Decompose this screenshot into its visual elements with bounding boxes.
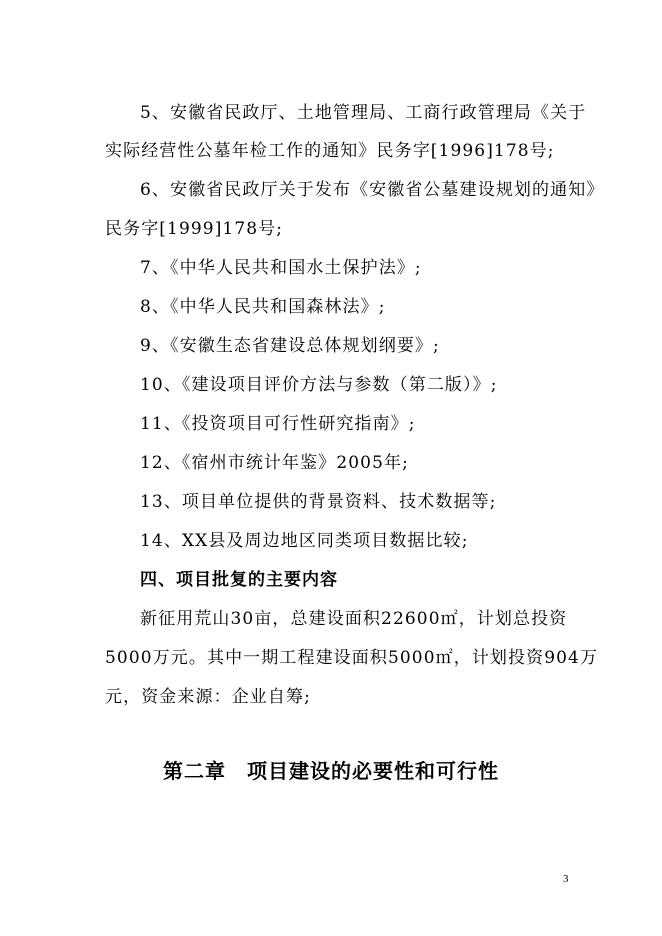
section-paragraph-line-2: 5000万元。其中一期工程建设面积5000㎡，计划投资904万: [105, 648, 599, 668]
reference-5-line-2: 实际经营性公墓年检工作的通知》民务字[1996]178号;: [105, 141, 555, 161]
reference-6-line-1: 6、安徽省民政厅关于发布《安徽省公墓建设规划的通知》: [140, 180, 605, 200]
section-paragraph-line-1: 新征用荒山30亩，总建设面积22600㎡，计划总投资: [140, 609, 568, 629]
reference-13: 13、项目单位提供的背景资料、技术数据等;: [140, 492, 497, 512]
reference-7: 7、《中华人民共和国水土保护法》;: [140, 258, 422, 278]
section-heading: 四、项目批复的主要内容: [140, 570, 338, 590]
page-number: 3: [563, 873, 569, 885]
section-paragraph-line-3: 元，资金来源：企业自筹;: [105, 687, 311, 707]
reference-11: 11、《投资项目可行性研究指南》;: [140, 414, 416, 434]
reference-6-line-2: 民务字[1999]178号;: [105, 219, 284, 239]
reference-9: 9、《安徽生态省建设总体规划纲要》;: [140, 336, 440, 356]
reference-5-line-1: 5、安徽省民政厅、土地管理局、工商行政管理局《关于: [140, 103, 587, 123]
reference-12: 12、《宿州市统计年鉴》2005年;: [140, 453, 409, 473]
reference-8: 8、《中华人民共和国森林法》;: [140, 297, 386, 317]
chapter-heading: 第二章 项目建设的必要性和可行性: [163, 759, 499, 783]
reference-14: 14、XX县及周边地区同类项目数据比较;: [140, 531, 469, 551]
reference-10: 10、《建设项目评价方法与参数（第二版）》;: [140, 375, 498, 395]
